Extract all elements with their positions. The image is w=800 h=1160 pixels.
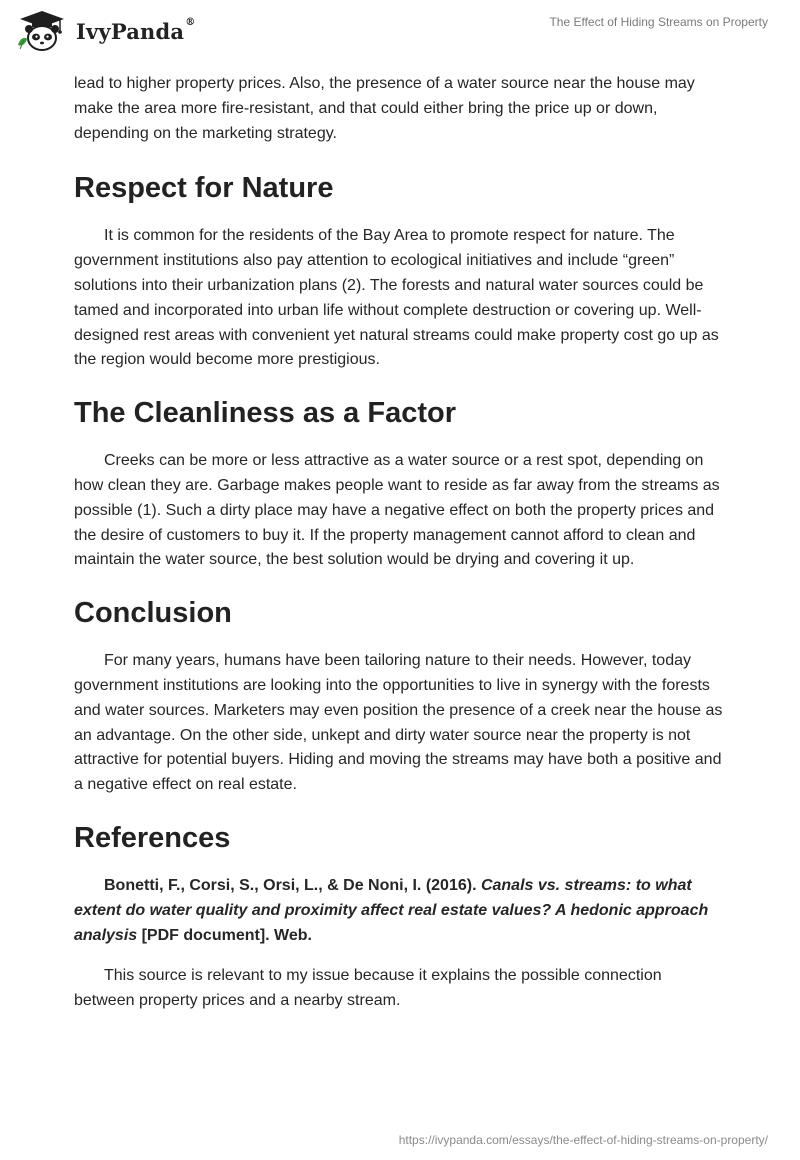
brand-name: IvyPanda® xyxy=(76,16,196,44)
document-title: The Effect of Hiding Streams on Property xyxy=(549,15,768,29)
source-url-link[interactable]: https://ivypanda.com/essays/the-effect-of-hiding-streams-on-property/ xyxy=(398,1133,768,1147)
section-heading: Conclusion xyxy=(74,597,232,630)
citation-suffix: [PDF document]. Web. xyxy=(137,926,312,944)
reference-annotation: This source is relevant to my issue because it explains the possible connection between property prices and a nearby stream. xyxy=(74,967,662,1010)
section-paragraph: Creeks can be more or less attractive as a water source or a rest spot, depending on how clean they are. Garbage makes people want to reside as far away from the streams as possible (1). Such a dirty place may have a negative effect on both the property prices and the desire of customers to buy it. If the property management cannot afford to clean and maintain the water source, the best solution would be drying and covering it up. xyxy=(74,452,720,569)
citation-title: Canals vs. streams: to what extent do water quality and proximity affect real estate values? A hedonic approach analysis xyxy=(74,876,709,944)
reference-citation xyxy=(74,874,724,948)
section-heading: The Cleanliness as a Factor xyxy=(74,397,456,430)
section-paragraph: For many years, humans have been tailoring nature to their needs. However, today government institutions are looking into the opportunities to live in synergy with the forests and water sources. Marketers may even position the presence of a creek near the house as an advantage. On the other side, unkept and dirty water source near the property is not attractive for potential buyers. Hiding and moving the streams may have both a positive and a negative effect on real estate. xyxy=(74,652,723,794)
ivypanda-logo[interactable] xyxy=(14,9,195,53)
panda-mascot-icon xyxy=(14,9,70,53)
section-heading: Respect for Nature xyxy=(74,172,334,205)
intro-paragraph: lead to higher property prices. Also, the presence of a water source near the house may make the area more fire-resistant, and that could either bring the price up or down, depending on the marketing strategy. xyxy=(74,75,695,142)
section-paragraph: It is common for the residents of the Bay Area to promote respect for nature. The government institutions also pay attention to ecological initiatives and include “green” solutions into their urbanization plans (2). The forests and natural water sources could be tamed and incorporated into urban life without complete destruction or covering up. Well-designed rest areas with convenient yet natural streams could make property cost go up as the region would become more prestigious. xyxy=(74,227,719,369)
essay-body xyxy=(74,72,724,1014)
references-heading: References xyxy=(74,821,231,854)
citation-authors: Bonetti, F., Corsi, S., Orsi, L., & De Noni, I. (2016). xyxy=(104,876,481,894)
page-header xyxy=(0,0,800,60)
